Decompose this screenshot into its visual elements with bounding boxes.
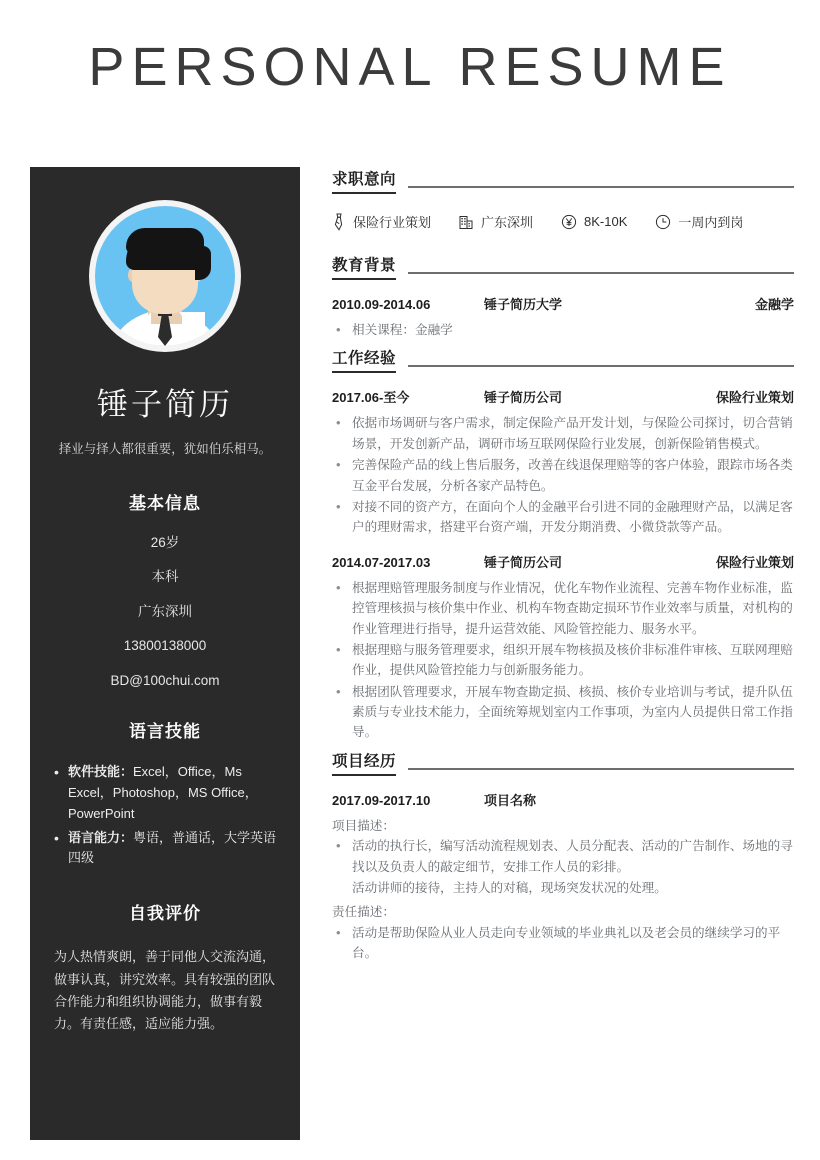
basic-info-item-age: 26岁 bbox=[150, 534, 180, 550]
basic-info-item-email: BD@100chui.com bbox=[110, 672, 220, 688]
section-work-experience bbox=[332, 346, 794, 742]
section-title: 求职意向 bbox=[332, 167, 396, 194]
project-description-label: 项目描述： bbox=[332, 818, 395, 833]
job-intention-city bbox=[459, 212, 533, 231]
entry-org: 锤子简历大学 bbox=[484, 297, 563, 312]
job-intention-city-text: 广东深圳 bbox=[481, 215, 534, 230]
section-title: 工作经验 bbox=[332, 346, 396, 373]
list-item: • 根据团队管理要求，开展车物查勘定损、核损、核价专业培训与考试，提升队伍素质与专业技术能力，全面统筹规划室内工作事项，为室内人员提供日常工作指导。 bbox=[332, 682, 794, 743]
sidebar bbox=[30, 167, 300, 1140]
language-skills-list bbox=[52, 762, 278, 869]
job-intention-position bbox=[332, 212, 431, 231]
yen-circle-icon bbox=[561, 214, 577, 230]
section-header bbox=[332, 346, 794, 373]
project-description-extra: 活动讲师的接待，主持人的对稿，现场突发状况的处理。 bbox=[352, 881, 667, 896]
sidebar-heading-self-evaluation: 自我评价 bbox=[129, 904, 201, 924]
job-intention-availability bbox=[655, 212, 743, 231]
list-item: • 完善保险产品的线上售后服务，改善在线退保理赔等的客户体验，跟踪市场各类互金平台发展，分析各家产品特色。 bbox=[332, 455, 794, 496]
clock-icon bbox=[655, 214, 671, 230]
entry-bullets bbox=[332, 320, 794, 340]
sidebar-heading-basic-info: 基本信息 bbox=[129, 493, 201, 513]
avatar-collar-left bbox=[125, 312, 151, 346]
list-item bbox=[52, 828, 278, 870]
tie-icon bbox=[332, 213, 346, 231]
entry-role: 保险行业策划 bbox=[715, 390, 794, 406]
job-intention-items bbox=[332, 212, 794, 231]
section-header bbox=[332, 253, 794, 280]
list-item: • 活动是帮助保险从业人员走向专业领域的毕业典礼以及老会员的继续学习的平台。 bbox=[332, 923, 794, 964]
job-intention-salary bbox=[561, 214, 627, 230]
section-title: 教育背景 bbox=[332, 253, 396, 280]
list-item: • 根据理赔管理服务制度与作业情况，优化车物作业流程、完善车物作业标准，监控管理核损与核价集中作业、机构车物查勘定损环节作业效率与质量，对机构的作业管理进行指导，提升运营效能、风险管控能力、服务水平。 bbox=[332, 578, 794, 639]
table-row bbox=[332, 294, 794, 313]
section-divider bbox=[408, 272, 794, 274]
project-responsibility-label: 责任描述： bbox=[332, 905, 395, 920]
avatar-collar-right bbox=[179, 312, 205, 346]
self-evaluation-text: 为人热情爽朗，善于同他人交流沟通，做事认真，讲究效率。具有较强的团队合作能力和组织协调能力，做事有毅力。有责任感，适应能力强。 bbox=[54, 949, 276, 1032]
entry-date: 2017.06-至今 bbox=[332, 390, 410, 406]
entry-role: 金融学 bbox=[754, 297, 794, 312]
project-responsibility-bullets bbox=[332, 923, 794, 964]
section-divider bbox=[408, 186, 794, 188]
job-intention-salary-text: 8K-10K bbox=[584, 214, 628, 229]
avatar-hair-side bbox=[195, 246, 211, 280]
section-divider bbox=[408, 365, 794, 367]
building-icon bbox=[459, 214, 474, 230]
job-intention-position-text: 保险行业策划 bbox=[353, 215, 432, 230]
skill-label: 语言能力： bbox=[68, 829, 134, 845]
entry-org: 锤子简历公司 bbox=[484, 554, 563, 570]
section-header bbox=[332, 167, 794, 194]
list-item: • 活动的执行长，编写活动流程规划表、人员分配表、活动的广告制作、场地的寻找以及负责人的敲定细节，安排工作人员的彩排。 bbox=[332, 836, 794, 877]
entry-bullets bbox=[332, 578, 794, 743]
section-project-experience bbox=[332, 749, 794, 964]
entry-role: 保险行业策划 bbox=[715, 554, 794, 570]
work-entry bbox=[332, 552, 794, 743]
table-row bbox=[332, 552, 794, 571]
entry-bullets bbox=[332, 413, 794, 537]
work-entry bbox=[332, 387, 794, 537]
list-item: • 依据市场调研与客户需求，制定保险产品开发计划，与保险公司探讨，切合营销场景，开发创新产品，调研市场互联网保险行业发展，创新保险销售模式。 bbox=[332, 413, 794, 454]
table-row bbox=[332, 790, 794, 809]
basic-info-item-degree: 本科 bbox=[151, 569, 179, 585]
table-row bbox=[332, 387, 794, 406]
section-education bbox=[332, 253, 794, 340]
avatar-illustration bbox=[95, 206, 235, 346]
list-item bbox=[52, 762, 278, 824]
list-item: • 相关课程：金融学 bbox=[332, 320, 794, 340]
basic-info-list bbox=[52, 536, 278, 688]
list-item: • 根据理赔与服务管理要求，组织开展车物核损及核价非标准件审核、互联网理赔作业，提供风险管控能力与创新服务能力。 bbox=[332, 640, 794, 681]
main-column bbox=[332, 167, 794, 970]
skill-label: 软件技能： bbox=[68, 764, 134, 780]
project-description-bullets bbox=[332, 836, 794, 877]
job-intention-availability-text: 一周内到岗 bbox=[678, 215, 744, 230]
sidebar-heading-language-skills: 语言技能 bbox=[129, 722, 201, 742]
section-job-intention bbox=[332, 167, 794, 231]
avatar-hair-sweep bbox=[126, 228, 204, 254]
page-title: PERSONAL RESUME bbox=[88, 37, 732, 97]
list-item: • 对接不同的资产方，在面向个人的金融平台引进不同的金融理财产品，以满足客户的理财需求，搭建平台资产端，开发分期消费、小微贷款等产品。 bbox=[332, 497, 794, 538]
entry-date: 2014.07-2017.03 bbox=[332, 554, 431, 570]
section-header bbox=[332, 749, 794, 776]
section-title: 项目经历 bbox=[332, 749, 396, 776]
section-divider bbox=[408, 768, 794, 770]
skill-value: 粤语，普通话，大学英语四级 bbox=[68, 829, 277, 866]
entry-org: 锤子简历公司 bbox=[484, 390, 563, 406]
candidate-name: 锤子简历 bbox=[97, 387, 233, 422]
entry-date: 2017.09-2017.10 bbox=[332, 792, 431, 808]
skill-value: Excel，Office，Ms Excel，Photoshop，MS Office，PowerPoint bbox=[68, 764, 258, 821]
candidate-motto: 择业与择人都很重要，犹如伯乐相马。 bbox=[58, 442, 272, 456]
basic-info-item-location: 广东深圳 bbox=[138, 603, 192, 619]
avatar bbox=[89, 200, 241, 352]
basic-info-item-phone: 13800138000 bbox=[123, 638, 207, 654]
entry-date: 2010.09-2014.06 bbox=[332, 297, 431, 312]
entry-org: 项目名称 bbox=[484, 792, 537, 808]
